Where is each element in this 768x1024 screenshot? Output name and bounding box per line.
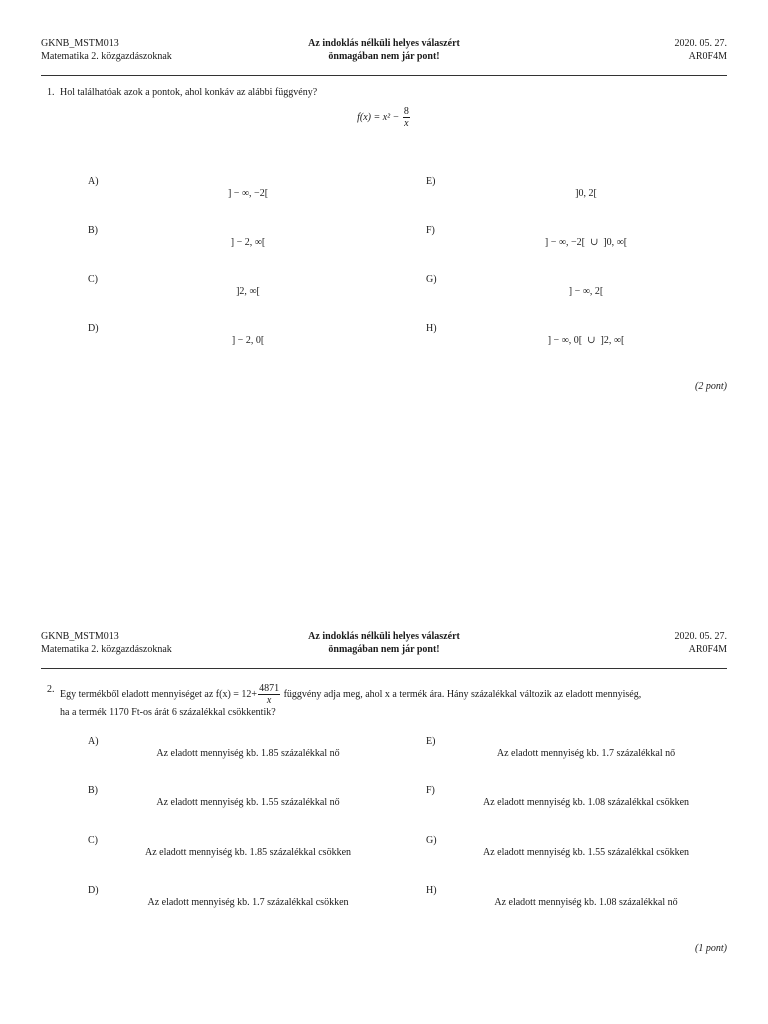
course-name: Matematika 2. közgazdászoknak	[41, 51, 172, 62]
answer-option-e[interactable]	[426, 176, 726, 206]
answer-option-a[interactable]	[88, 176, 388, 206]
option-value: ] − ∞, 0[ ∪ ]2, ∞[	[547, 335, 625, 346]
header-divider	[41, 668, 727, 669]
answer-option-e[interactable]	[426, 736, 726, 766]
answer-option-d[interactable]	[88, 323, 388, 353]
option-label: A)	[88, 176, 99, 187]
answer-option-h[interactable]	[426, 323, 726, 353]
answer-option-c[interactable]	[88, 274, 388, 304]
formula-fraction	[403, 106, 410, 129]
option-value: Az eladott mennyiség kb. 1.55 százalékkal csökken	[482, 847, 690, 858]
exam-date: 2020. 05. 27.	[674, 631, 727, 642]
option-value: ] − ∞, −2[ ∪ ]0, ∞[	[544, 237, 628, 248]
option-label: F)	[426, 225, 435, 236]
option-value: Az eladott mennyiség kb. 1.08 százalékkal csökken	[482, 797, 690, 808]
option-label: C)	[88, 835, 98, 846]
option-value: Az eladott mennyiség kb. 1.85 százalékkal nő	[156, 748, 340, 759]
option-label: E)	[426, 176, 436, 187]
question-text-part-b: függvény adja meg, ahol x a termék ára. Hány százalékkal változik az eladott mennyiség,	[283, 689, 642, 700]
exam-code: AR0F4M	[688, 644, 727, 655]
option-label: H)	[426, 323, 437, 334]
option-value: ] − ∞, 2[	[568, 286, 604, 297]
fraction-numerator: 8	[403, 106, 409, 117]
answer-option-g[interactable]	[426, 274, 726, 304]
option-label: B)	[88, 225, 98, 236]
option-label: B)	[88, 785, 98, 796]
option-label: E)	[426, 736, 436, 747]
option-value: ]2, ∞[	[236, 286, 260, 297]
question-text-part-a: Egy termékből eladott mennyiséget az f(x) = 12+	[60, 689, 258, 700]
fraction-numerator: 4871	[259, 683, 280, 694]
option-value: Az eladott mennyiség kb. 1.85 százalékkal csökken	[144, 847, 352, 858]
option-label: H)	[426, 885, 437, 896]
option-value: Az eladott mennyiség kb. 1.7 százalékkal csökken	[147, 897, 349, 908]
answer-option-f[interactable]	[426, 225, 726, 255]
page-header	[41, 37, 727, 63]
course-name: Matematika 2. közgazdászoknak	[41, 644, 172, 655]
notice-line-1: Az indoklás nélküli helyes válaszért	[308, 38, 460, 49]
notice-line-2: önmagában nem jár pont!	[328, 644, 440, 655]
question-number: 2.	[47, 684, 55, 695]
option-label: G)	[426, 835, 437, 846]
option-value: Az eladott mennyiség kb. 1.7 százalékkal nő	[496, 748, 676, 759]
notice-line-2: önmagában nem jár pont!	[328, 51, 440, 62]
option-label: D)	[88, 885, 99, 896]
course-code: GKNB_MSTM013	[41, 38, 119, 49]
answer-option-h[interactable]	[426, 885, 726, 915]
answer-option-b[interactable]	[88, 785, 388, 815]
page-header	[41, 630, 727, 656]
exam-date: 2020. 05. 27.	[674, 38, 727, 49]
points-label: (1 pont)	[695, 943, 727, 954]
option-label: D)	[88, 323, 99, 334]
answer-option-c[interactable]	[88, 835, 388, 865]
answer-option-g[interactable]	[426, 835, 726, 865]
option-value: Az eladott mennyiség kb. 1.55 százalékkal nő	[156, 797, 340, 808]
question-text-line-2: ha a termék 1170 Ft-os árát 6 százalékkal csökkentik?	[60, 707, 276, 718]
question-text-line-1	[60, 683, 727, 706]
option-value: Az eladott mennyiség kb. 1.08 százalékkal nő	[494, 897, 678, 908]
question-text: Hol találhatóak azok a pontok, ahol konkáv az alábbi függvény?	[60, 87, 318, 98]
answer-option-f[interactable]	[426, 785, 726, 815]
formula-lhs: f(x) = x² −	[357, 111, 402, 123]
function-formula	[0, 106, 768, 129]
option-value: ] − 2, 0[	[231, 335, 265, 346]
question-number: 1.	[47, 87, 55, 98]
option-label: F)	[426, 785, 435, 796]
answer-option-b[interactable]	[88, 225, 388, 255]
exam-code: AR0F4M	[688, 51, 727, 62]
option-label: G)	[426, 274, 437, 285]
course-code: GKNB_MSTM013	[41, 631, 119, 642]
option-label: C)	[88, 274, 98, 285]
option-value: ] − 2, ∞[	[230, 237, 266, 248]
option-value: ]0, 2[	[575, 188, 597, 199]
notice-line-1: Az indoklás nélküli helyes válaszért	[308, 631, 460, 642]
option-value: ] − ∞, −2[	[227, 188, 269, 199]
answer-option-d[interactable]	[88, 885, 388, 915]
header-divider	[41, 75, 727, 76]
option-label: A)	[88, 736, 99, 747]
answer-option-a[interactable]	[88, 736, 388, 766]
fraction-denominator: x	[266, 695, 272, 706]
fraction-denominator: x	[404, 118, 409, 129]
points-label: (2 pont)	[695, 381, 727, 392]
question-fraction	[258, 683, 280, 706]
